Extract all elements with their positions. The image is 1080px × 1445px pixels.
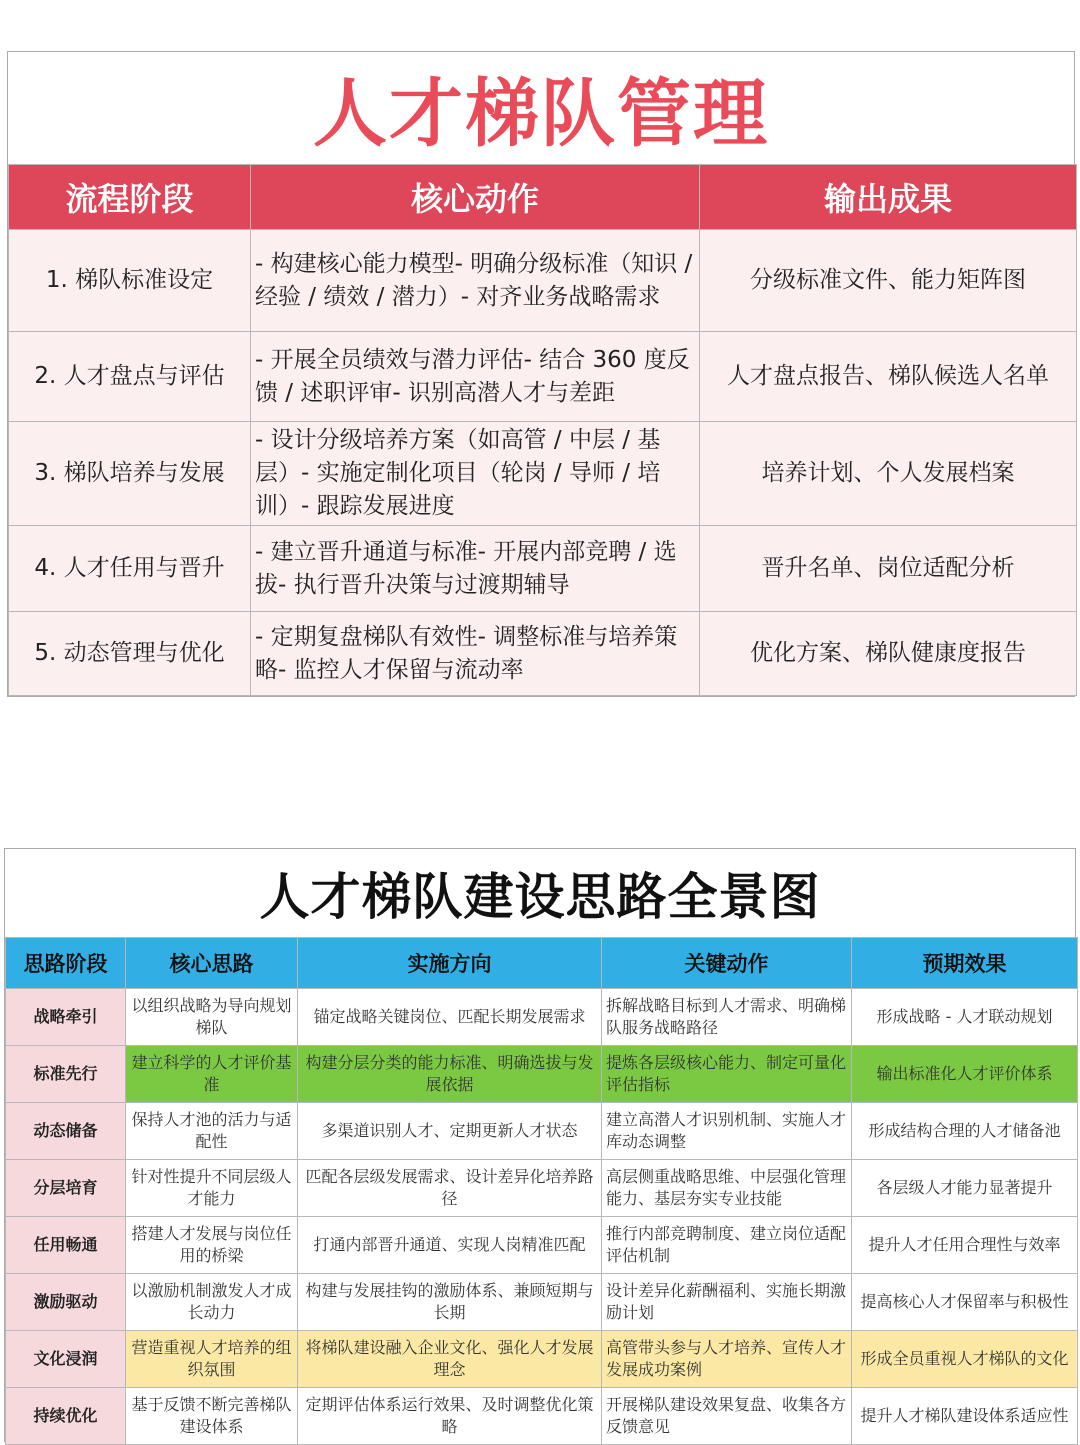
- action-cell: 拆解战略目标到人才需求、明确梯队服务战略路径: [602, 989, 852, 1046]
- idea-cell: 建立科学的人才评价基准: [126, 1046, 298, 1103]
- idea-cell: 营造重视人才培养的组织氛围: [126, 1331, 298, 1388]
- effect-cell: 提升人才梯队建设体系适应性: [852, 1388, 1078, 1445]
- idea-cell: 基于反馈不断完善梯队建设体系: [126, 1388, 298, 1445]
- action-cell: 高管带头参与人才培养、宣传人才发展成功案例: [602, 1331, 852, 1388]
- action-cell: - 构建核心能力模型- 明确分级标准（知识 / 经验 / 绩效 / 潜力）- 对齐业务战略需求: [251, 230, 700, 332]
- action-cell: - 定期复盘梯队有效性- 调整标准与培养策略- 监控人才保留与流动率: [251, 612, 700, 696]
- stage-cell: 1. 梯队标准设定: [9, 230, 251, 332]
- table1-header-action: 核心动作: [251, 165, 700, 230]
- table2-header-row: [6, 938, 1078, 989]
- table-row: [6, 1388, 1078, 1445]
- action-cell: 提炼各层级核心能力、制定可量化评估指标: [602, 1046, 852, 1103]
- table2-header-action: 关键动作: [602, 938, 852, 989]
- table-row: [9, 612, 1077, 696]
- action-cell: 推行内部竞聘制度、建立岗位适配评估机制: [602, 1217, 852, 1274]
- idea-cell: 针对性提升不同层级人才能力: [126, 1160, 298, 1217]
- idea-cell: 保持人才池的活力与适配性: [126, 1103, 298, 1160]
- effect-cell: 提升人才任用合理性与效率: [852, 1217, 1078, 1274]
- phase-cell: 文化浸润: [6, 1331, 126, 1388]
- phase-cell: 激励驱动: [6, 1274, 126, 1331]
- table2-header-effect: 预期效果: [852, 938, 1078, 989]
- table2-header-idea: 核心思路: [126, 938, 298, 989]
- direction-cell: 锚定战略关键岗位、匹配长期发展需求: [298, 989, 602, 1046]
- table-row: [9, 230, 1077, 332]
- table-row: [6, 1274, 1078, 1331]
- phase-cell: 战略牵引: [6, 989, 126, 1046]
- action-cell: 高层侧重战略思维、中层强化管理能力、基层夯实专业技能: [602, 1160, 852, 1217]
- action-cell: - 设计分级培养方案（如高管 / 中层 / 基层）- 实施定制化项目（轮岗 / 导师 / 培训）- 跟踪发展进度: [251, 422, 700, 526]
- table2-header-direction: 实施方向: [298, 938, 602, 989]
- idea-cell: 以激励机制激发人才成长动力: [126, 1274, 298, 1331]
- direction-cell: 匹配各层级发展需求、设计差异化培养路径: [298, 1160, 602, 1217]
- output-cell: 晋升名单、岗位适配分析: [700, 526, 1077, 612]
- direction-cell: 定期评估体系运行效果、及时调整优化策略: [298, 1388, 602, 1445]
- effect-cell: 形成结构合理的人才储备池: [852, 1103, 1078, 1160]
- phase-cell: 任用畅通: [6, 1217, 126, 1274]
- output-cell: 人才盘点报告、梯队候选人名单: [700, 332, 1077, 422]
- idea-cell: 以组织战略为导向规划梯队: [126, 989, 298, 1046]
- table1-header-stage: 流程阶段: [9, 165, 251, 230]
- table-row: [6, 1046, 1078, 1103]
- direction-cell: 多渠道识别人才、定期更新人才状态: [298, 1103, 602, 1160]
- table1-header-output: 输出成果: [700, 165, 1077, 230]
- table-row: [6, 1217, 1078, 1274]
- table-row: [9, 332, 1077, 422]
- idea-cell: 搭建人才发展与岗位任用的桥梁: [126, 1217, 298, 1274]
- phase-cell: 持续优化: [6, 1388, 126, 1445]
- action-cell: 设计差异化薪酬福利、实施长期激励计划: [602, 1274, 852, 1331]
- output-cell: 分级标准文件、能力矩阵图: [700, 230, 1077, 332]
- stage-cell: 4. 人才任用与晋升: [9, 526, 251, 612]
- table1-header-row: [9, 165, 1077, 230]
- effect-cell: 输出标准化人才评价体系: [852, 1046, 1078, 1103]
- stage-cell: 5. 动态管理与优化: [9, 612, 251, 696]
- table-row: [6, 1331, 1078, 1388]
- table1-title: 人才梯队管理: [313, 71, 769, 157]
- table-row: [6, 989, 1078, 1046]
- effect-cell: 形成全员重视人才梯队的文化: [852, 1331, 1078, 1388]
- phase-cell: 标准先行: [6, 1046, 126, 1103]
- stage-cell: 2. 人才盘点与评估: [9, 332, 251, 422]
- table2-title: 人才梯队建设思路全景图: [259, 868, 821, 926]
- direction-cell: 构建与发展挂钩的激励体系、兼顾短期与长期: [298, 1274, 602, 1331]
- talent-pipeline-panorama-table: [4, 848, 1076, 1442]
- direction-cell: 构建分层分类的能力标准、明确选拔与发展依据: [298, 1046, 602, 1103]
- table-row: [6, 1103, 1078, 1160]
- table1-grid: [8, 164, 1077, 696]
- output-cell: 优化方案、梯队健康度报告: [700, 612, 1077, 696]
- stage-cell: 3. 梯队培养与发展: [9, 422, 251, 526]
- action-cell: 开展梯队建设效果复盘、收集各方反馈意见: [602, 1388, 852, 1445]
- action-cell: - 建立晋升通道与标准- 开展内部竞聘 / 选拔- 执行晋升决策与过渡期辅导: [251, 526, 700, 612]
- table-row: [6, 1160, 1078, 1217]
- table-row: [9, 422, 1077, 526]
- output-cell: 培养计划、个人发展档案: [700, 422, 1077, 526]
- table2-grid: [5, 937, 1078, 1445]
- table-row: [9, 526, 1077, 612]
- effect-cell: 提高核心人才保留率与积极性: [852, 1274, 1078, 1331]
- effect-cell: 各层级人才能力显著提升: [852, 1160, 1078, 1217]
- effect-cell: 形成战略 - 人才联动规划: [852, 989, 1078, 1046]
- direction-cell: 打通内部晋升通道、实现人岗精准匹配: [298, 1217, 602, 1274]
- action-cell: 建立高潜人才识别机制、实施人才库动态调整: [602, 1103, 852, 1160]
- phase-cell: 动态储备: [6, 1103, 126, 1160]
- direction-cell: 将梯队建设融入企业文化、强化人才发展理念: [298, 1331, 602, 1388]
- phase-cell: 分层培育: [6, 1160, 126, 1217]
- action-cell: - 开展全员绩效与潜力评估- 结合 360 度反馈 / 述职评审- 识别高潜人才与差距: [251, 332, 700, 422]
- table2-header-phase: 思路阶段: [6, 938, 126, 989]
- talent-pipeline-management-table: [7, 51, 1075, 697]
